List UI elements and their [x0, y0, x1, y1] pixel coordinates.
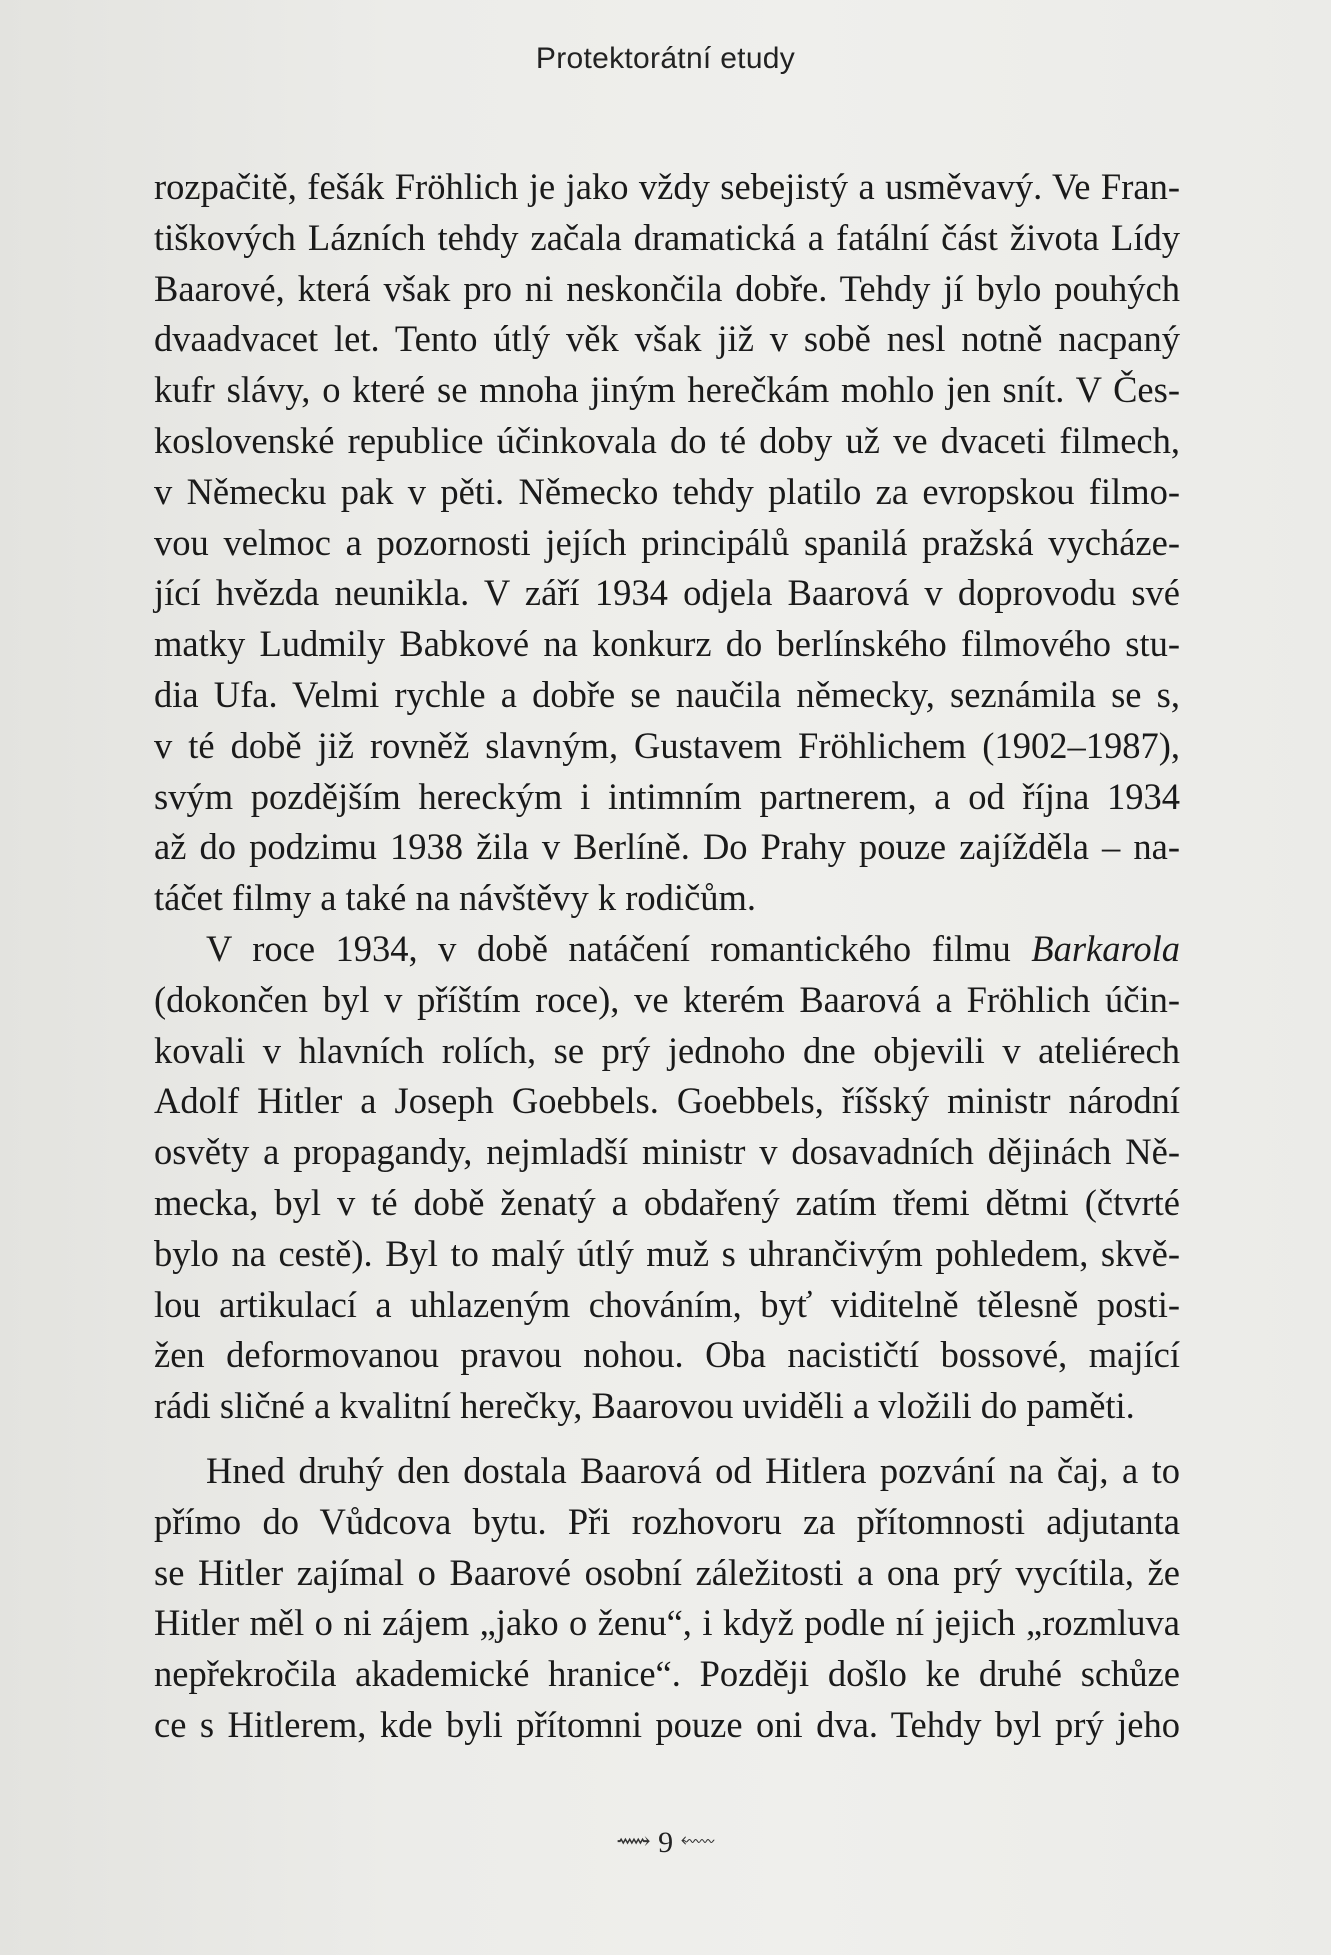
text-line: Adolf Hitler a Joseph Goebbels. Goebbels, říšský ministr národní: [154, 1080, 1180, 1122]
text-line: Baarové, která však pro ni neskončila dobře. Tehdy jí bylo pouhých: [154, 267, 1180, 309]
text-line: Hitler měl o ni zájem „jako o ženu“, i když podle ní jejich „rozmluva: [154, 1602, 1180, 1644]
film-title: Barkarola: [1031, 927, 1180, 969]
text-line: táčet filmy a také na návštěvy k rodičům.: [154, 877, 757, 919]
text-line: svým pozdějším hereckým i intimním partnerem, a od října 1934: [154, 775, 1180, 817]
text-line: matky Ludmily Babkové na konkurz do berlínského filmového stu-: [154, 623, 1180, 665]
text-line: (dokončen byl v příštím roce), ve kterém Baarová a Fröhlich účin-: [154, 978, 1180, 1020]
text-line: tiškových Lázních tehdy začala dramatická a fatální část života Lídy: [154, 216, 1180, 258]
text-line: v té době již rovněž slavným, Gustavem Fröhlichem (1902–1987),: [154, 724, 1180, 766]
right-ornament-icon: ⬳: [680, 1829, 715, 1855]
text-line: lou artikulací a uhlazeným chováním, byť viditelně tělesně posti-: [154, 1283, 1180, 1325]
paragraph-3: [154, 1446, 1180, 1751]
text-line: se Hitler zajímal o Baarové osobní záležitosti a ona prý vycítila, že: [154, 1551, 1180, 1593]
paragraph-1: [154, 162, 1180, 924]
text-line: koslovenské republice účinkovala do té doby už ve dvaceti filmech,: [154, 419, 1180, 461]
text-line: jící hvězda neunikla. V září 1934 odjela Baarová v doprovodu své: [154, 572, 1180, 614]
text-line: kovali v hlavních rolích, se prý jednoho dne objevili v ateliérech: [154, 1029, 1180, 1071]
left-ornament-icon: ⟿: [616, 1829, 651, 1855]
text-line: osvěty a propagandy, nejmladší ministr v dosavadních dějinách Ně-: [154, 1131, 1180, 1173]
body-text: [154, 162, 1180, 1751]
paragraph-2: [154, 924, 1180, 1432]
text-line: [154, 924, 1180, 975]
text-line: Hned druhý den dostala Baarová od Hitlera pozvání na čaj, a to: [206, 1449, 1180, 1491]
paragraph-gap: [154, 1432, 1180, 1446]
text-line: žen deformovanou pravou nohou. Oba nacističtí bossové, mající: [154, 1334, 1180, 1376]
text-line-before-title: V roce 1934, v době natáčení romantického filmu: [206, 927, 1032, 969]
text-line: až do podzimu 1938 žila v Berlíně. Do Prahy pouze zajížděla – na-: [154, 826, 1180, 868]
text-line: rádi sličné a kvalitní herečky, Baarovou uviděli a vložili do paměti.: [154, 1385, 1135, 1427]
page-number: [0, 1826, 1331, 1860]
text-line: dia Ufa. Velmi rychle a dobře se naučila německy, seznámila se s,: [154, 673, 1180, 715]
text-line: dvaadvacet let. Tento útlý věk však již v sobě nesl notně nacpaný: [154, 318, 1180, 360]
text-line: kufr slávy, o které se mnoha jiným herečkám mohlo jen snít. V Čes-: [154, 369, 1180, 411]
text-line: v Německu pak v pěti. Německo tehdy platilo za evropskou filmo-: [154, 470, 1180, 512]
page-number-value: 9: [658, 1826, 674, 1859]
text-line: přímo do Vůdcova bytu. Při rozhovoru za přítomnosti adjutanta: [154, 1500, 1180, 1542]
text-line: bylo na cestě). Byl to malý útlý muž s uhrančivým pohledem, skvě-: [154, 1232, 1180, 1274]
text-line: ce s Hitlerem, kde byli přítomni pouze oni dva. Tehdy byl prý jeho: [154, 1703, 1180, 1745]
running-head: Protektorátní etudy: [535, 42, 796, 75]
text-line: mecka, byl v té době ženatý a obdařený zatím třemi dětmi (čtvrté: [154, 1181, 1180, 1223]
text-line: rozpačitě, fešák Fröhlich je jako vždy sebejistý a usměvavý. Ve Fran-: [154, 166, 1180, 207]
text-line: nepřekročila akademické hranice“. Později došlo ke druhé schůze: [154, 1653, 1180, 1695]
text-line: vou velmoc a pozornosti jejích principálů spanilá pražská vycháze-: [154, 521, 1180, 563]
